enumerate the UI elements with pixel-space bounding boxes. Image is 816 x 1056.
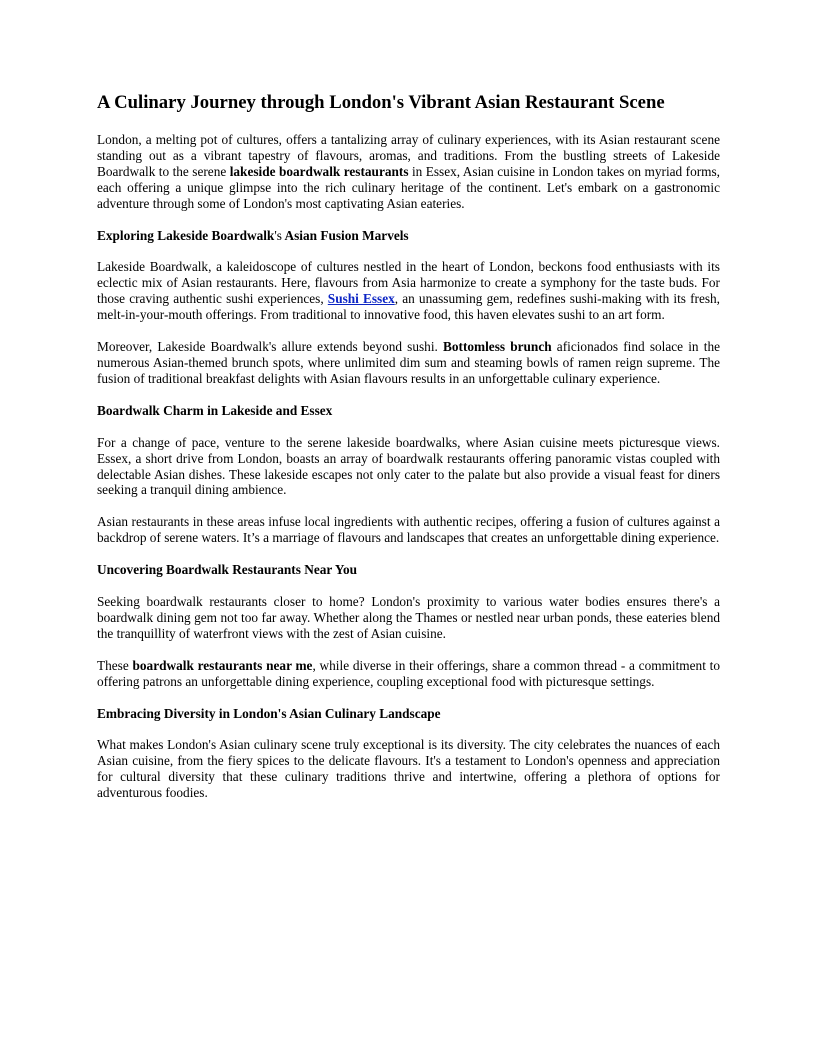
section1-heading-part-a: Exploring Lakeside Boardwalk [97, 227, 275, 243]
document-page [97, 92, 720, 817]
section3-p2-text-1: These [97, 657, 133, 673]
intro-text-2: in Essex, Asian cuisine in London takes on myriad forms, each offering a unique glimpse into the rich culinary heritage of the continent. Let's embark on a gastronomic adventure through some of London's most captivating Asian eateries. [97, 163, 720, 211]
sushi-essex-link[interactable]: Sushi Essex [327, 291, 395, 307]
intro-paragraph [97, 132, 720, 212]
section3-paragraph-1: Seeking boardwalk restaurants closer to home? London's proximity to various water bodies ensures there's a boardwalk dining gem not too far away. Whether along the Thames or nestled near urban ponds, these eateries blend the tranquillity of waterfront views with the zest of Asian cuisine. [97, 594, 720, 641]
section2-paragraph-2: Asian restaurants in these areas infuse local ingredients with authentic recipes, offering a fusion of cultures against a backdrop of serene waters. It’s a marriage of flavours and landscapes that creates an unforgettable dining experience. [97, 514, 720, 546]
section1-paragraph-2 [97, 339, 720, 387]
section4-heading: Embracing Diversity in London's Asian Culinary Landscape [97, 705, 441, 721]
section4-paragraph-1: What makes London's Asian culinary scene truly exceptional is its diversity. The city celebrates the nuances of each Asian cuisine, from the fiery spices to the delicate flavours. It's a testament to London's openness and appreciation for cultural diversity that these culinary traditions thrive and intertwine, offering a plethora of options for adventurous foodies. [97, 737, 720, 801]
section1-heading-part-b: 's [274, 227, 282, 243]
section2-paragraph-1: For a change of pace, venture to the serene lakeside boardwalks, where Asian cuisine meets picturesque views. Essex, a short drive from London, boasts an array of boardwalk restaurants offering panoramic vistas coupled with delectable Asian dishes. These lakeside escapes not only cater to the palate but also provide a visual feast for diners seeking a tranquil dining ambience. [97, 434, 720, 498]
section1-p2-text-2: aficionados find solace in the numerous Asian-themed brunch spots, where unlimited dim sum and steaming bowls of ramen reign supreme. The fusion of traditional breakfast delights with Asian flavours results in an unforgettable culinary experience. [97, 339, 720, 386]
intro-bold: lakeside boardwalk restaurants [229, 163, 409, 179]
section1-heading-part-c: Asian Fusion Marvels [281, 227, 409, 243]
section3-p2-bold: boardwalk restaurants near me [132, 657, 313, 673]
intro-text-1: London, a melting pot of cultures, offers a tantalizing array of culinary experiences, with its Asian restaurant scene standing out as a vibrant tapestry of flavours, aromas, and traditions. From the bustling streets of Lakeside Boardwalk to the serene [97, 132, 720, 179]
section1-p1-text-2: , an unassuming gem, redefines sushi-making with its fresh, melt-in-your-mouth offerings. From traditional to innovative food, this haven elevates sushi to an art form. [97, 291, 720, 323]
section3-heading: Uncovering Boardwalk Restaurants Near You [97, 562, 358, 578]
section1-heading [97, 228, 720, 244]
section1-p2-text-1: Moreover, Lakeside Boardwalk's allure extends beyond sushi. [97, 339, 444, 355]
section3-paragraph-2 [97, 658, 720, 690]
page-title: A Culinary Journey through London's Vibrant Asian Restaurant Scene [97, 92, 665, 113]
section1-p1-text-1: Lakeside Boardwalk, a kaleidoscope of cultures nestled in the heart of London, beckons food enthusiasts with its eclectic mix of Asian restaurants. Here, flavours from Asia harmonize to create a symphony for the taste buds. For those craving authentic sushi experiences, [97, 259, 720, 307]
section2-heading: Boardwalk Charm in Lakeside and Essex [97, 402, 333, 418]
section3-p2-text-2: , while diverse in their offerings, share a common thread - a commitment to offering patrons an unforgettable dining experience, coupling exceptional food with picturesque settings. [97, 657, 720, 689]
section1-p2-bold: Bottomless brunch [443, 339, 552, 355]
section1-paragraph-1 [97, 259, 720, 323]
